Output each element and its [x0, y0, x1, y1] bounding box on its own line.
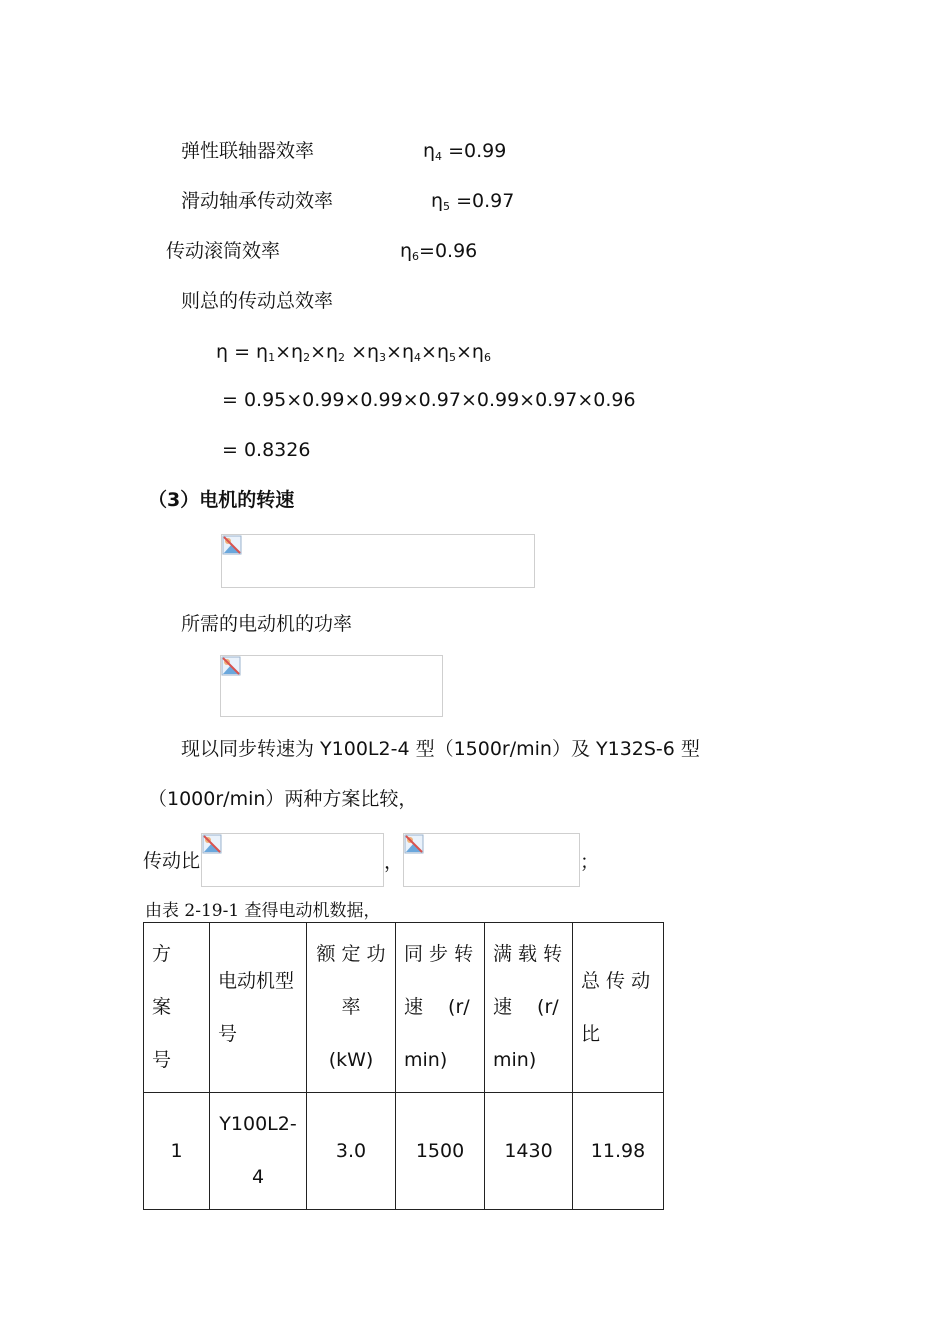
formula-term: $\eta_4\times$	[401, 341, 437, 364]
formula-term: $\eta_5\times$	[436, 341, 472, 364]
broken-image-icon	[222, 535, 242, 555]
cell-rated-power: 3.0	[307, 1093, 396, 1210]
cell-full-load-speed: 1430	[485, 1093, 573, 1210]
header-rated-power: 额 定 功 率 (kW)	[307, 923, 396, 1093]
speed-formula-image	[221, 534, 535, 588]
drum-efficiency-value: $\eta_6=0.96$	[400, 240, 478, 263]
cell-motor-model: Y100L2- 4	[210, 1093, 307, 1210]
required-power-label: 所需的电动机的功率	[181, 613, 353, 635]
cell-total-ratio: 11.98	[573, 1093, 664, 1210]
formula-term: $\eta_3\times$	[367, 341, 402, 364]
table-header-row	[144, 923, 664, 1093]
formula-term: $\eta_2\times$	[291, 341, 326, 364]
power-formula-image	[220, 655, 443, 717]
broken-image-icon	[221, 656, 241, 676]
coupling-efficiency-label: 弹性联轴器效率	[181, 140, 315, 162]
table-caption: 由表 2-19-1 查得电动机数据，	[145, 901, 381, 921]
broken-image-icon	[404, 834, 424, 854]
formula-term: $\eta_6$	[471, 341, 491, 364]
header-plan: 方 案 号	[144, 923, 210, 1093]
ratio-formula-image-1	[201, 833, 384, 887]
ratio-separator-comma: ，	[384, 851, 404, 873]
total-efficiency-label: 则总的传动总效率	[181, 290, 334, 312]
efficiency-formula: $\eta = \eta_1\times\eta_2\times\eta_2 \times\eta_3\times\eta_4\times\eta_5\times\eta_6$	[216, 341, 491, 364]
comparison-text-line1: 现以同步转速为 Y100L2-4 型（1500r/min）及 Y132S-6 型	[181, 738, 700, 760]
coupling-efficiency-value: $\eta_4 =0.99$	[423, 140, 507, 163]
header-motor-model: 电动机型 号	[210, 923, 307, 1093]
header-full-load-speed: 满 载 转 速 (r/ min)	[485, 923, 573, 1093]
formula-term: $\eta_1\times$	[256, 341, 292, 364]
drum-efficiency-label: 传动滚筒效率	[166, 240, 281, 262]
section-heading-motor-speed: （3）电机的转速	[148, 489, 295, 511]
efficiency-formula-expansion: = 0.95×0.99×0.99×0.97×0.99×0.97×0.96	[222, 389, 636, 411]
header-total-ratio: 总 传 动 比	[573, 923, 664, 1093]
formula-term: $\eta_2$ ×	[325, 341, 367, 364]
efficiency-formula-result: = 0.8326	[222, 439, 311, 461]
header-sync-speed: 同 步 转 速 (r/ min)	[396, 923, 485, 1093]
motor-data-table	[143, 922, 664, 1210]
bearing-efficiency-value: $\eta_5 =0.97$	[431, 190, 515, 213]
comparison-text-line2: （1000r/min）两种方案比较，	[148, 788, 418, 810]
ratio-end-semicolon: ；	[580, 851, 600, 873]
ratio-formula-image-2	[403, 833, 580, 887]
table-row	[144, 1093, 664, 1210]
cell-sync-speed: 1500	[396, 1093, 485, 1210]
bearing-efficiency-label: 滑动轴承传动效率	[181, 190, 334, 212]
ratio-label: 传动比	[143, 850, 201, 872]
broken-image-icon	[202, 834, 222, 854]
cell-plan: 1	[144, 1093, 210, 1210]
